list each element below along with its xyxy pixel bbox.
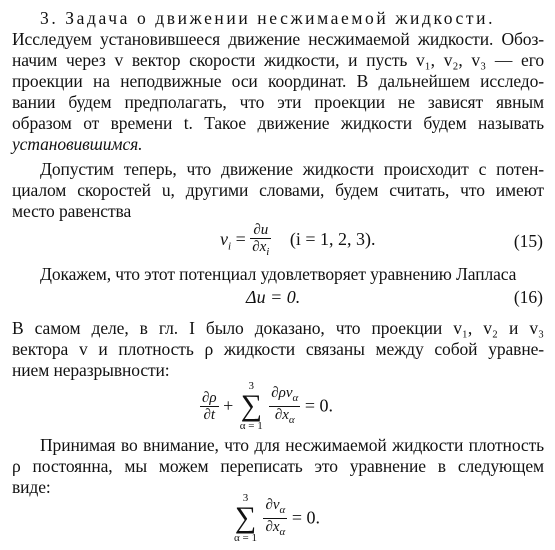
equation-16: Δu = 0. — [246, 287, 301, 307]
divergence-frac-den-base: ∂x — [265, 518, 280, 535]
eq15-equals: = — [235, 229, 246, 250]
continuity-frac2-num-sub: α — [292, 391, 299, 404]
text-line: Докажем, что этот потенциал удовлетворяет уравнению Лапласа — [40, 264, 517, 284]
equation-15 — [220, 222, 376, 260]
text-line: виде: — [12, 477, 51, 497]
eq15-lhs-sub: i — [228, 240, 232, 253]
equation-number-15: (15) — [513, 231, 543, 251]
text-line: циалом скоростей u, другими словами, будем считать, что имеют — [12, 180, 544, 200]
text-line: место равенства — [12, 201, 132, 221]
text-line: В самом деле, в гл. I было доказано, что проекции v₁, v₂ и v₃ — [12, 318, 544, 338]
divergence-frac-den — [263, 519, 287, 540]
divergence-summation — [234, 492, 257, 544]
divergence-sum-sign: ∑ — [234, 501, 257, 534]
continuity-frac2-num — [269, 385, 300, 407]
term-established: установившимся. — [12, 134, 143, 154]
text-line: нием неразрывности: — [12, 360, 170, 380]
divergence-frac-den-sub: α — [279, 525, 286, 538]
eq15-fraction — [250, 222, 271, 260]
divergence-fraction — [263, 497, 287, 540]
eq15-condition: (i = 1, 2, 3). — [289, 229, 376, 250]
text-line: вектора v и плотность ρ жидкости связаны между собой уравне- — [12, 339, 544, 359]
text-line: проекции на неподвижные оси координат. В дальнейшем исследо- — [12, 71, 544, 91]
text-line: Исследуем установившееся движение несжимаемой жидкости. Обоз- — [12, 29, 544, 49]
continuity-summation — [240, 380, 263, 432]
continuity-sum-bottom: α = 1 — [239, 420, 263, 432]
continuity-sum-top: 3 — [248, 380, 255, 392]
text-line: Допустим теперь, что движение жидкости происходит с потен- — [40, 159, 544, 179]
divergence-frac-num-sub: α — [279, 503, 286, 516]
section-heading: 3. Задача о движении несжимаемой жидкости. — [40, 8, 496, 28]
continuity-rhs: = 0. — [304, 395, 333, 416]
divergence-rhs: = 0. — [291, 507, 320, 528]
continuity-plus: + — [223, 395, 234, 416]
divergence-sum-bottom: α = 1 — [234, 532, 257, 544]
divergence-frac-num — [263, 497, 287, 519]
text-line: Принимая во внимание, что для несжимаемой жидкости плотность — [40, 435, 544, 455]
eq15-denominator — [250, 239, 271, 260]
eq15-lhs: v — [220, 229, 228, 250]
continuity-fraction-1 — [200, 390, 219, 423]
continuity-frac1-num: ∂ρ — [202, 389, 217, 406]
continuity-frac2-num-base: ∂ρv — [271, 384, 293, 401]
divergence-frac-num-base: ∂v — [265, 496, 280, 513]
eq15-numerator: ∂u — [250, 222, 271, 239]
eq15-den-base: ∂x — [252, 239, 267, 255]
eq15-den-sub: i — [266, 246, 270, 258]
equation-continuity — [200, 380, 333, 432]
divergence-sum-top: 3 — [242, 492, 249, 504]
text-line: начим через v вектор скорости жидкости, и пусть v₁, v₂, v₃ — его — [12, 50, 544, 70]
equation-divergence — [232, 492, 320, 544]
text-line: вании будем предполагать, что эти проекции не зависят явным — [12, 92, 544, 112]
equation-number-16: (16) — [513, 287, 543, 307]
continuity-sum-sign: ∑ — [240, 389, 262, 422]
continuity-fraction-2 — [269, 385, 300, 428]
continuity-frac2-den-sub: α — [288, 413, 295, 426]
continuity-frac2-den — [269, 407, 300, 428]
text-line: образом от времени t. Такое движение жидкости будем называть — [12, 113, 544, 133]
text-line: ρ постоянна, мы можем переписать это уравнение в следующем — [12, 456, 544, 476]
continuity-frac2-den-base: ∂x — [274, 406, 289, 423]
continuity-frac1-den: ∂t — [203, 406, 216, 423]
